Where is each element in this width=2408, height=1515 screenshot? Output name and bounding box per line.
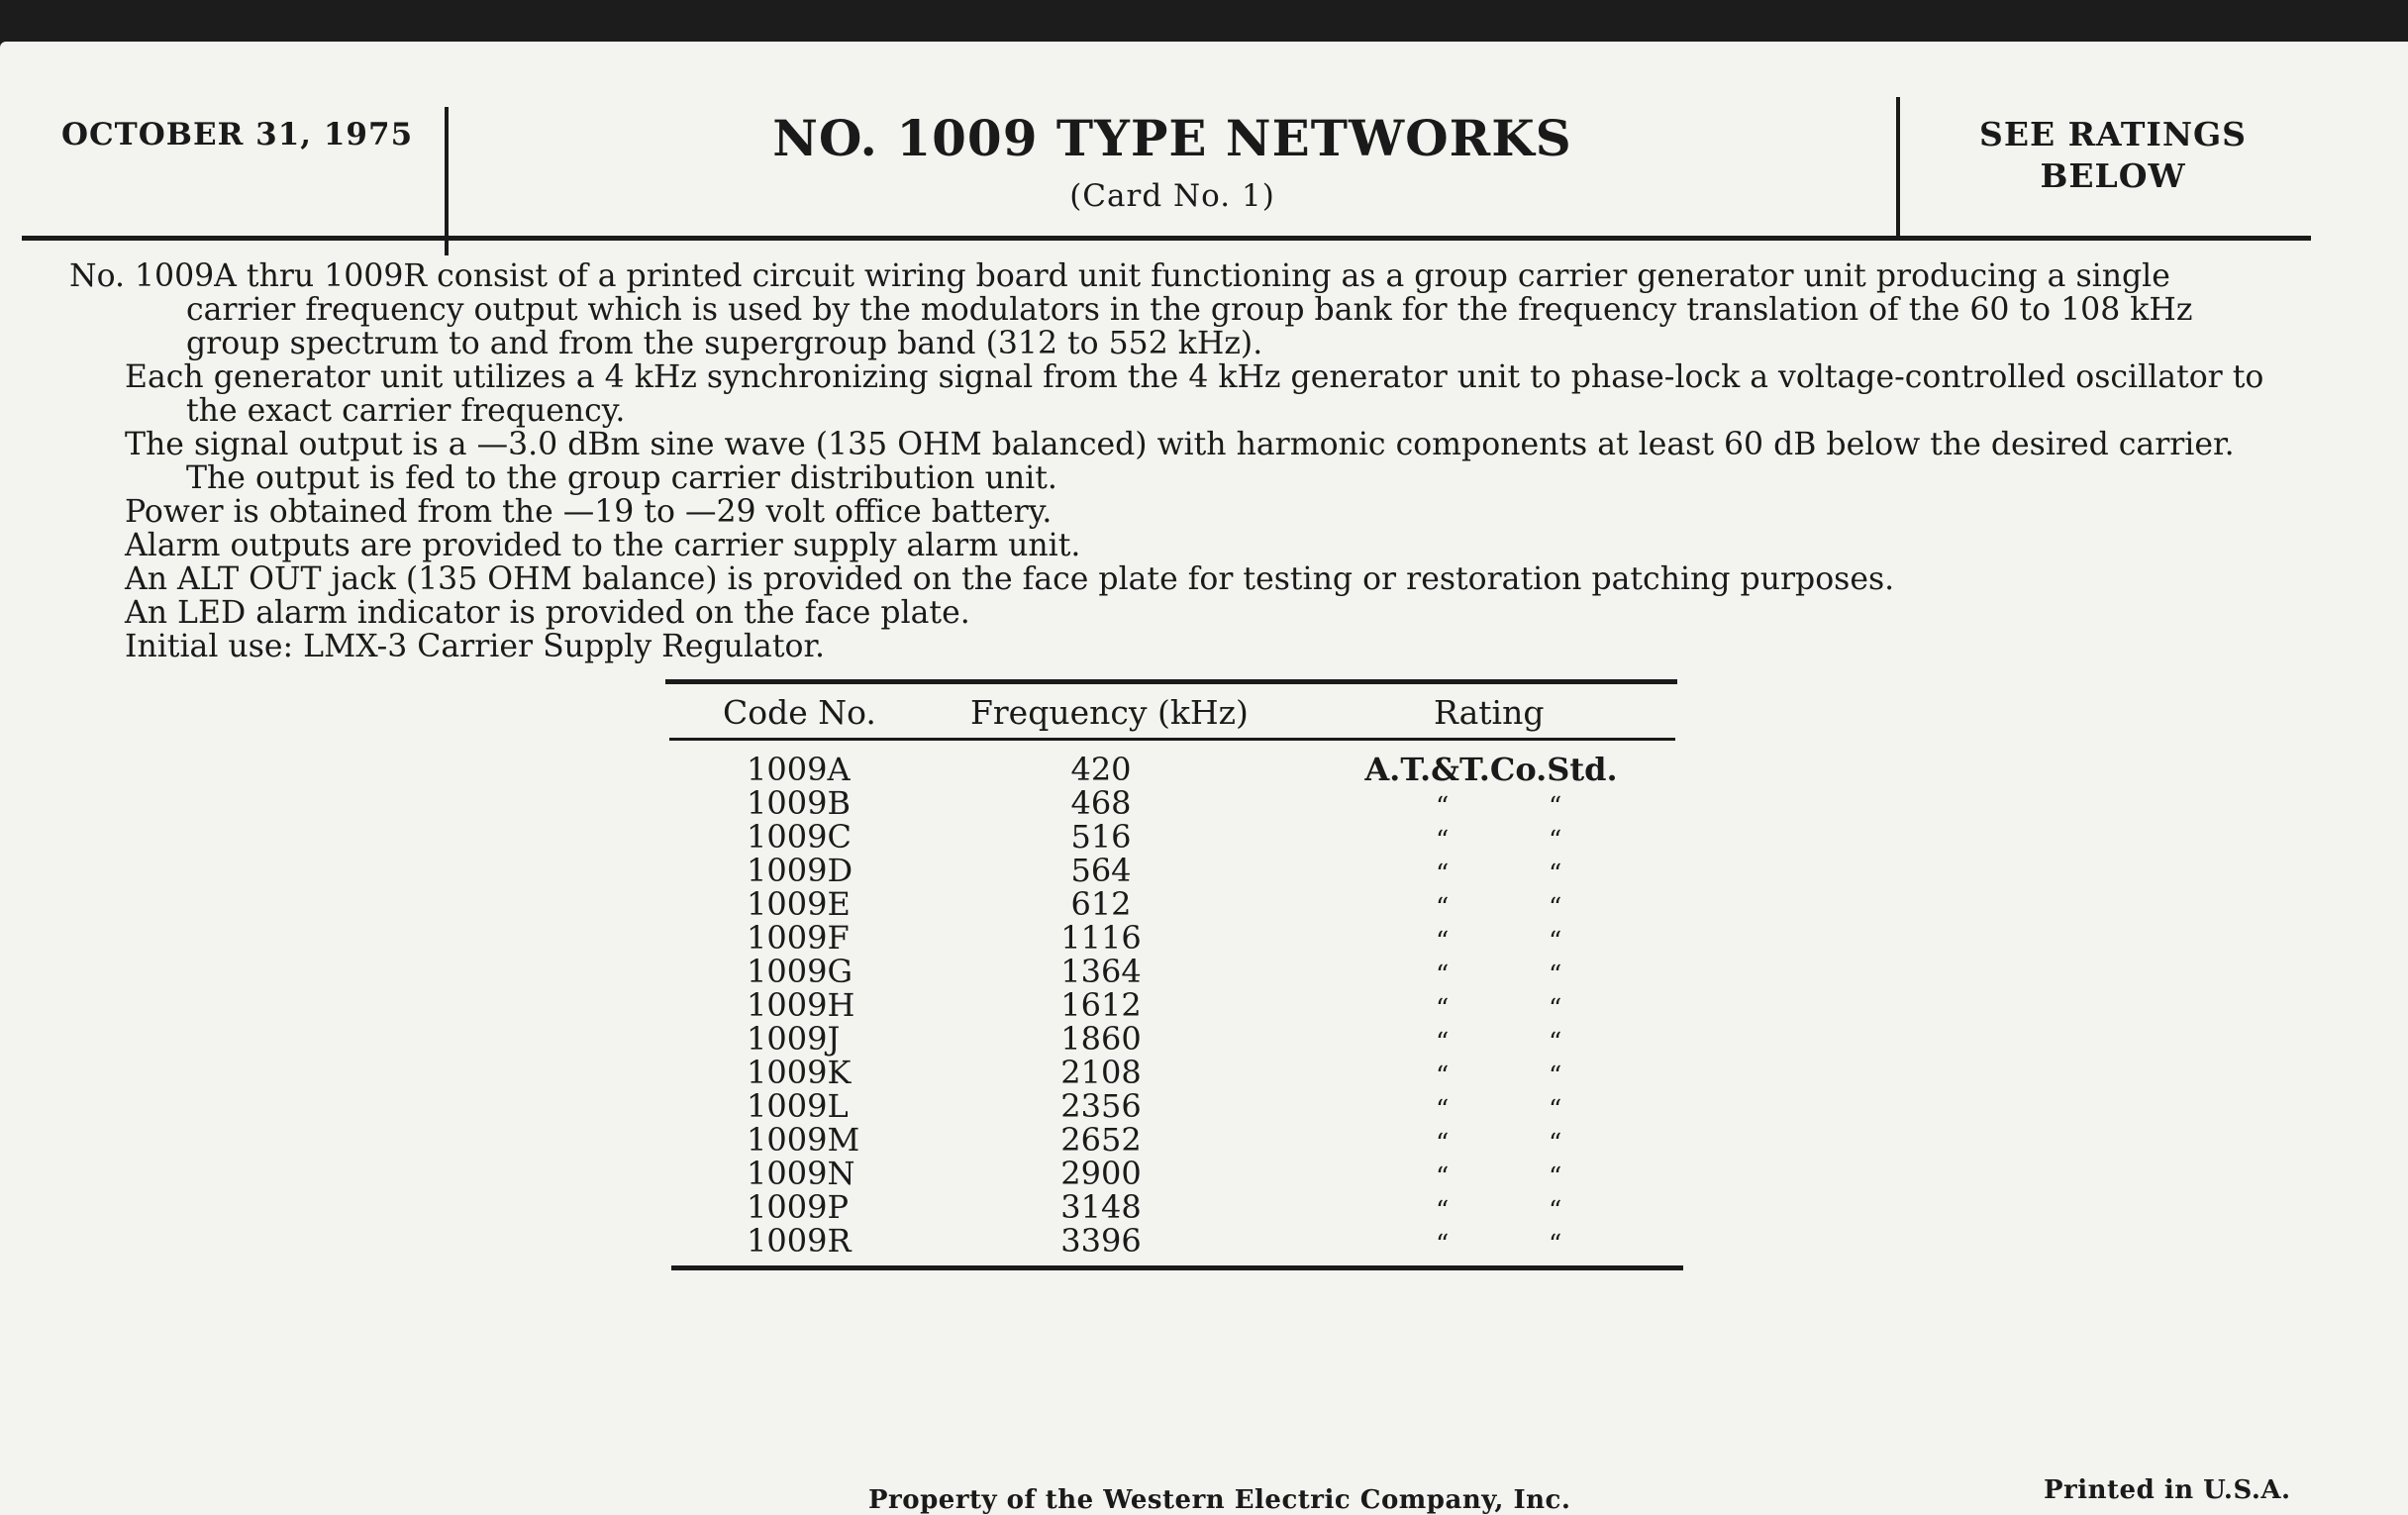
ditto-mark: “ [1436,792,1450,822]
frequency-cell: 516 [1070,818,1132,856]
table-row [669,1056,1679,1089]
code-cell: 1009K [747,1054,852,1091]
table-row [669,820,1679,854]
table-row [669,786,1679,820]
description [69,259,2287,663]
ditto-mark: “ [1436,1028,1450,1058]
code-cell: 1009F [747,919,850,957]
code-cell: 1009H [747,986,855,1024]
column-header-frequency: Frequency (kHz) [970,693,1249,732]
ratings-note [1905,114,2321,197]
description-paragraph: No. 1009A thru 1009R consist of a printed circuit wiring board unit functioning as a group carrier generator unit producing a single carrier frequency output which is used by the modulators in the group bank for the frequency translation of the 60 to 108 kHz group spectrum to and from the supergroup band (312 to 552 kHz). [69,258,2193,361]
card-title: NO. 1009 TYPE NETWORKS [772,109,1572,167]
frequency-cell: 3396 [1060,1222,1142,1260]
ratings-table-body [669,753,1679,1258]
frequency-cell: 2652 [1060,1121,1142,1159]
code-cell: 1009M [747,1121,860,1159]
ditto-mark: “ [1549,1095,1562,1125]
property-notice: Property of the Western Electric Company, Inc. [868,1485,1571,1515]
frequency-cell: 420 [1070,751,1132,788]
table-row [669,1022,1679,1056]
ditto-mark: “ [1436,994,1450,1024]
frequency-cell: 1116 [1060,919,1142,957]
frequency-cell: 1364 [1060,953,1142,990]
code-cell: 1009B [747,784,851,822]
header-rule [22,236,2311,241]
code-cell: 1009R [747,1222,852,1260]
frequency-cell: 1860 [1060,1020,1142,1058]
table-row [669,955,1679,988]
code-cell: 1009P [747,1188,849,1226]
ditto-mark: “ [1549,893,1562,923]
description-paragraph: An LED alarm indicator is provided on the face plate. [125,595,970,631]
frequency-cell: 564 [1070,852,1132,889]
ditto-mark: “ [1549,1028,1562,1058]
ditto-mark: “ [1436,1095,1450,1125]
ditto-mark: “ [1549,826,1562,856]
ditto-mark: “ [1436,1129,1450,1159]
table-row [669,1190,1679,1224]
description-paragraph: Initial use: LMX-3 Carrier Supply Regulator. [125,629,826,664]
code-cell: 1009E [747,885,851,923]
table-row [669,1123,1679,1157]
header-divider-left [445,107,449,255]
ratings-note-line2: BELOW [2040,156,2186,195]
frequency-cell: 2108 [1060,1054,1142,1091]
header-divider-right [1896,97,1900,238]
table-row [669,887,1679,921]
printed-notice: Printed in U.S.A. [2044,1475,2291,1505]
description-paragraph: Power is obtained from the —19 to —29 volt office battery. [125,494,1053,530]
description-paragraph: Each generator unit utilizes a 4 kHz synchronizing signal from the 4 kHz generator unit to phase-lock a voltage-controlled oscillator to the exact carrier frequency. [125,359,2264,429]
description-paragraph: The signal output is a —3.0 dBm sine wave (135 OHM balanced) with harmonic components at least 60 dB below the desired carrier. The output is fed to the group carrier distribution unit. [125,427,2235,496]
table-row [669,988,1679,1022]
ratings-note-line1: SEE RATINGS [1978,115,2248,153]
table-row [669,921,1679,955]
table-row [669,854,1679,887]
code-cell: 1009A [747,751,851,788]
frequency-cell: 2900 [1060,1155,1142,1192]
description-paragraph: An ALT OUT jack (135 OHM balance) is provided on the face plate for testing or restoration patching purposes. [125,561,1895,597]
frequency-cell: 1612 [1060,986,1142,1024]
table-top-rule [665,679,1677,684]
ditto-mark: “ [1436,1196,1450,1226]
ditto-mark: “ [1549,1230,1562,1260]
frequency-cell: 612 [1070,885,1132,923]
table-row [669,753,1679,786]
ditto-mark: “ [1549,1061,1562,1091]
ditto-mark: “ [1436,1162,1450,1192]
ditto-mark: “ [1436,826,1450,856]
frequency-cell: 2356 [1060,1087,1142,1125]
code-cell: 1009L [747,1087,849,1125]
code-cell: 1009N [747,1155,855,1192]
table-header-rule [669,738,1675,741]
column-header-code: Code No. [723,693,876,732]
ditto-mark: “ [1436,893,1450,923]
ditto-mark: “ [1436,927,1450,957]
table-row [669,1224,1679,1258]
ditto-mark: “ [1549,960,1562,990]
ditto-mark: “ [1549,1129,1562,1159]
ditto-mark: “ [1549,994,1562,1024]
ditto-mark: “ [1436,1061,1450,1091]
code-cell: 1009G [747,953,853,990]
ditto-mark: “ [1549,1162,1562,1192]
card-date: OCTOBER 31, 1975 [61,117,414,152]
card-subtitle: (Card No. 1) [1069,178,1275,214]
ditto-mark: “ [1436,960,1450,990]
ditto-mark: “ [1436,859,1450,889]
ditto-mark: “ [1549,927,1562,957]
ditto-mark: “ [1549,859,1562,889]
table-row [669,1089,1679,1123]
code-cell: 1009D [747,852,853,889]
table-bottom-rule [671,1265,1683,1270]
rating-cell: A.T.&T.Co.Std. [1364,751,1618,788]
code-cell: 1009J [747,1020,841,1058]
ditto-mark: “ [1549,792,1562,822]
frequency-cell: 468 [1070,784,1132,822]
code-cell: 1009C [747,818,852,856]
table-row [669,1157,1679,1190]
description-paragraph: Alarm outputs are provided to the carrier supply alarm unit. [125,528,1081,563]
column-header-rating: Rating [1434,693,1545,732]
ditto-mark: “ [1549,1196,1562,1226]
frequency-cell: 3148 [1060,1188,1142,1226]
ditto-mark: “ [1436,1230,1450,1260]
